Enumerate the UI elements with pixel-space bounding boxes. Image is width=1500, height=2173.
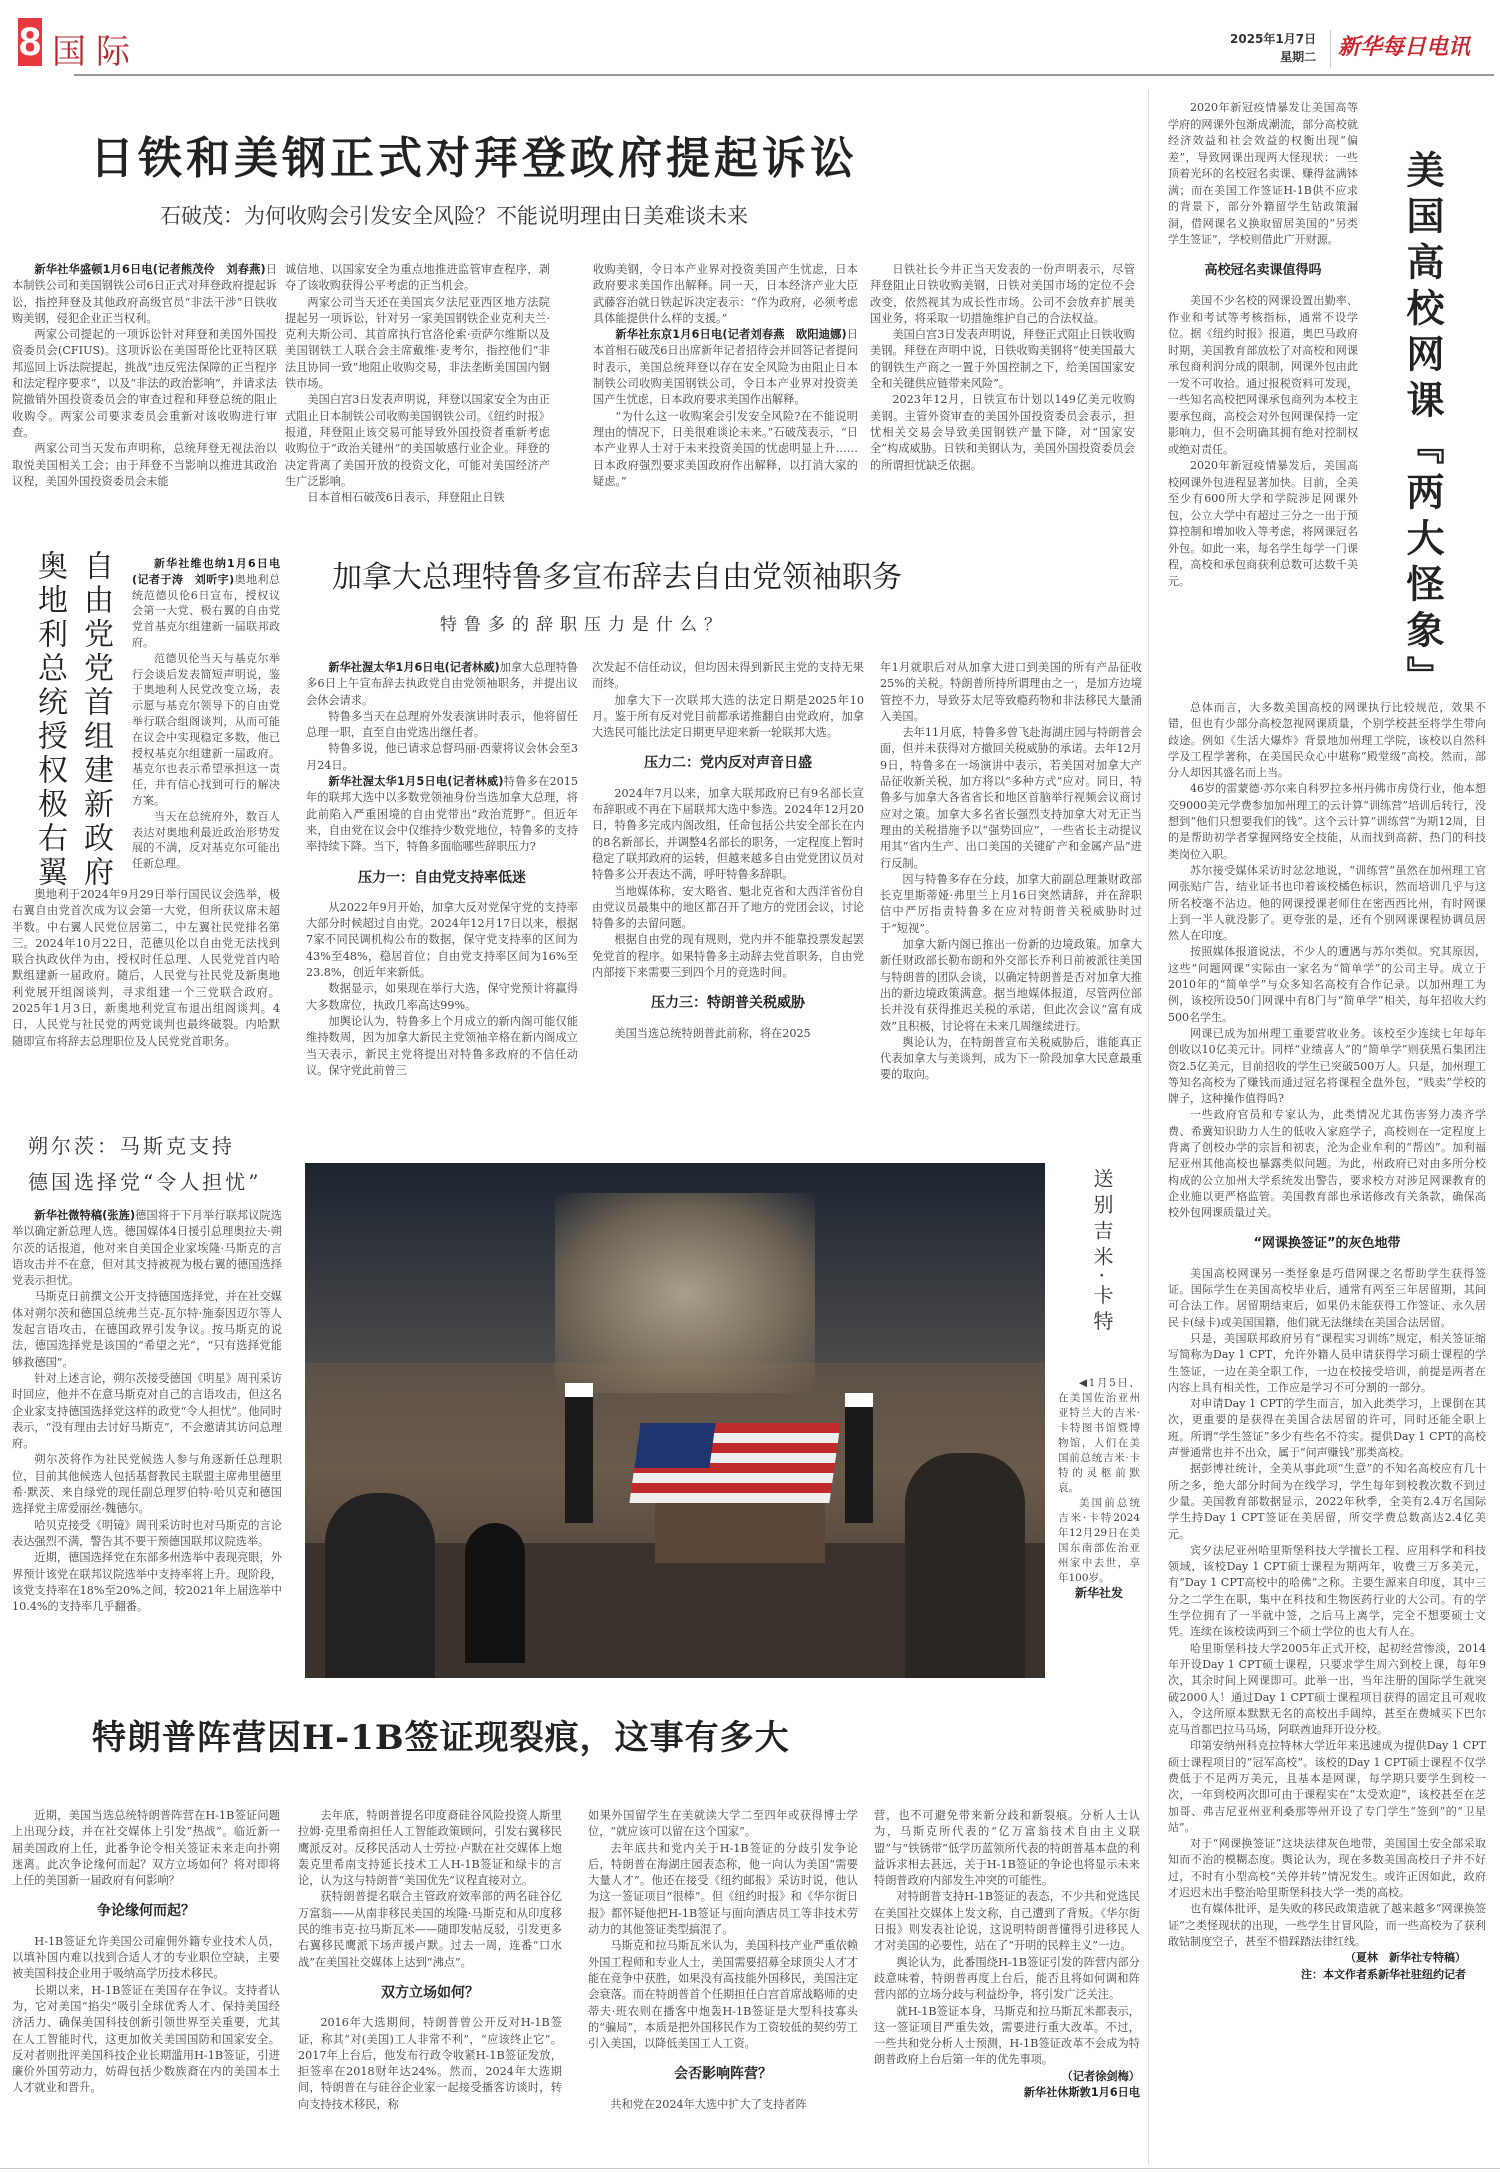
paragraph: 根据自由党的现有规则，党内并不能靠投票发起罢免党首的程序。如果特鲁多主动辞去党首职务，自由党内部接下来需要三到四个月的竞选时间。 — [592, 933, 864, 980]
paragraph: 印第安纳州科克拉特林大学近年来迅速成为提供Day 1 CPT硕士课程项目的“冠军高校”。该校的Day 1 CPT硕士课程不仅学费低于不足两万美元，且基本是网课，每学期只要学生到校一次，一年到校两次即可由于课程实在“太受欢迎”，该校甚至在芝加哥、弗吉尼亚州亚利桑那等州开设了专门学生“签到”的“卫星站”。 — [1168, 1739, 1486, 1834]
paragraph: H-1B签证允许美国公司雇佣外籍专业技术人员，以填补国内难以找到合适人才的专业职位空缺，主要被美国科技企业用于吸纳高学历技术移民。 — [12, 1934, 280, 1981]
paragraph: 对特朗普支持H-1B签证的表态，不少共和党选民在美国社交媒体上发文称，自己遭到了背叛。《华尔街日报》则发表社论说，这说明特朗普懂得引进移民人才对美国的必要性，站在了“开明的民粹主义”一边。 — [874, 1890, 1140, 1953]
paragraph: 奥地利于2024年9月29日举行国民议会选举，极右翼自由党首次成为议会第一大党，但所获议席未超半数。中右翼人民党位居第二，中左翼社民党排名第三。2024年10月22日，范德贝伦以自由党无法找到联合执政伙伴为由，授权时任总理、人民党党首内哈默组建新一届政府。随后，人民党与社民党及新奥地利党展开组阁谈判，寻求组建一个三党联合政府。2025年1月3日，新奥地利党宣布退出组阁谈判。4日，人民党与社民党的两党谈判也最终破裂。内哈默随即宣布将辞去总理职位及人民党党首职务。 — [12, 888, 280, 1048]
article2-side-column — [132, 556, 280, 872]
subheading: 争论缘何而起？ — [97, 1903, 195, 1920]
article6-col3 — [588, 1808, 858, 2113]
paragraph: 苏尔接受媒体采访时忿忿地说，“训练营”虽然在加州理工官网张贴广告，结业证书也印着该校橘色标识，然而培训几乎与这所名校毫不沾边。他的网课授课老师住在密西西比州，有时网课上到一半人就没影了。更夸张的是，还有个别网课课程协调员居然人在印度。 — [1168, 863, 1486, 943]
byline: （夏林 新华社专特稿） — [1345, 1951, 1466, 1965]
article6-col4 — [874, 1808, 1140, 2101]
paragraph: 2020年新冠疫情暴发让美国高等学府的网课外包渐成潮流，部分高校就经济效益和社会效益的权衡出现“偏差”，导致网课出现两大怪现状：一些顶着光环的名校冠名卖课、赚得盆满钵满；而在美国工作签证H-1B供不应求的背景下，部分外籍留学生钻政策漏洞，借网课名义换取留居美国的“另类学生签证”，学校则借此广开财源。 — [1168, 101, 1358, 246]
paragraph: 次发起不信任动议，但均因未得到新民主党的支持无果而终。 — [592, 661, 864, 691]
article1-subtitle: 石破茂：为何收购会引发安全风险？不能说明理由日美难谈未来 — [160, 204, 748, 228]
paragraph: 新华社微特稿(张旌)德国将于下月举行联邦议院选举以确定新总理人选。德国媒体4日援引总理奥拉夫·朔尔茨的话报道，他对来自美国企业家埃隆·马斯克的言语攻击并不在意，但对其支持被视为极右翼的德国选择党表示担忧。 — [12, 1209, 282, 1288]
article1-col3 — [593, 262, 858, 490]
paragraph: 长期以来，H-1B签证在美国存在争议。支持者认为，它对美国“掐尖”吸引全球优秀人才、保持美国经济活力、确保美国科技创新引领世界至关重要，尤其在人工智能时代，这更加攸关美国国防和国家安全。反对者则批评美国科技企业长期滥用H-1B签证，引进廉价外国劳动力，妨碍包括少数族裔在内的美国本土人才就业和晋升。 — [12, 1983, 280, 2095]
paragraph: 就H-1B签证本身，马斯克和拉马斯瓦米都表示，这一签证项目严重失效，需要进行重大改革。不过，一些共和党分析人士预测，H-1B签证改革不会成为特朗普政府上台后第一年的优先事项。 — [874, 2004, 1140, 2067]
photo-title: 送别吉米·卡特 — [1090, 1168, 1114, 1337]
paragraph: 美国不少名校的网课设置出勤率、作业和考试等考核指标，通常不设学位。据《纽约时报》报道，奥巴马政府时期，美国教育部放松了对高校和网课承包商利润分成的限制，网课外包由此一发不可收拾。通过报税资料可发现，一些知名高校把网课承包商列为本校主要承包商，高校会对外包网课保持一定影响力，但不会明确其拥有绝对控制权或绝对责任。 — [1168, 294, 1358, 456]
paragraph: 新华社渥太华1月6日电(记者林威)加拿大总理特鲁多6日上午宣布辞去执政党自由党领袖职务，并提出议会休会请求。 — [306, 661, 578, 707]
photo-caption — [1058, 1376, 1140, 1601]
paragraph: 一些政府官员和专家认为，此类情况尤其伤害努力凑齐学费、希冀知识助力人生的低收入家庭学子，高校则在一定程度上背离了创校办学的宗旨和初衷，沦为企业牟利的“帮凶”。加利福尼亚州其他高校也暴露类似问题。为此，州政府已对由多所分校构成的公立加州大学系统发出警告，要求校方对涉足网课教育的企业施以更严格监管。美国教育部也承诺修改有关条款，确保高校外包网课质量过关。 — [1168, 1108, 1486, 1220]
paragraph: 因与特鲁多存在分歧，加拿大前副总理兼财政部长克里斯蒂娅·弗里兰上月16日突然请辞，并在辞职信中严厉指责特鲁多在应对特朗普关税威胁时过于“短视”。 — [880, 872, 1142, 935]
honor-guard-sailor — [465, 1523, 525, 1663]
paragraph: 对于“网课换签证”这块法律灰色地带，美国国土安全部采取知而不治的模糊态度。舆论认为，现在多数美国高校日子并不好过，不时有小型高校“关停并转”情况发生。或许正因如此，政府才迟迟未出手整治哈里斯堡科技大学一类的高校。 — [1168, 1837, 1486, 1900]
subheading: 双方立场如何？ — [381, 1984, 479, 2001]
paragraph: 2020年新冠疫情暴发后，美国高校网课外包进程显著加快。目前，全美至少有600所大学和学院涉足网课外包，公立大学中有超过三分之一出于预算控制和增加收入等考虑，将网课冠名外包。如此一来，每名学生每学一门课程，高校和承包商获利总数可达数千美元。 — [1168, 459, 1358, 588]
paragraph: 去年11月底，特鲁多曾飞赴海湖庄园与特朗普会面，但并未获得对方撤回关税威胁的承诺。去年12月9日，特鲁多在一场演讲中表示，若美国对加拿大产品征收新关税，加方将以“多种方式”应对。同日，特鲁多与加拿大各省省长和地区首脑举行视频会议商讨应对之策。加拿大多名省长强烈支持加拿大对无正当理由的关税措施予以“强势回应”，一些省长主动提议用其“省内生产、出口美国的关键矿产和金属产品”进行反制。 — [880, 726, 1142, 870]
paragraph: 美国白宫3日发表声明说，拜登以国家安全为由正式阻止日本制铁公司收购美国钢铁公司。《纽约时报》报道，拜登阻止该交易可能导致外国投资者重新考虑收购位于“政治关键州”的美国敏感行业企业。拜登的决定背离了美国开放的投资文化，可能对美国经济产生广泛影响。 — [285, 393, 550, 488]
paragraph: 新华社华盛顿1月6日电(记者熊茂伶 刘春燕)日本制铁公司和美国钢铁公司6日正式对拜登政府提起诉讼，指控拜登及其他政府高级官员“非法干涉”日铁收购美钢，侵犯企业正当权利。 — [12, 263, 277, 325]
paragraph: 共和党在2024年大选中扩大了支持者阵 — [610, 2097, 807, 2111]
paragraph: 新华社渥太华1月5日电(记者林威)特鲁多在2015年的联邦大选中以多数党领袖身份当选加拿大总理，将此前陷入严重困境的自由党带出“政治荒野”。但近年来，自由党在议会中仅维持少数党地位，特鲁多的支持率持续下降。当下，特鲁多面临哪些辞职压力? — [306, 775, 578, 854]
paragraph: 针对上述言论，朔尔茨接受德国《明星》周刊采访时回应，他并不在意马斯克对自己的言语攻击，但这名企业家支持德国选择党这样的政党“令人担忧”。他同时表示，“没有理由去讨好马斯克”，不会邀请其访问总理府。 — [12, 1371, 282, 1451]
paragraph: 收购美钢，令日本产业界对投资美国产生忧虑，日本政府要求美国作出解释。同一天，日本经济产业大臣武藤容治就日铁起诉决定表示：“作为政府，必须考虑具体能提供什么样的支援。” — [593, 263, 858, 325]
paragraph: 当天在总统府外，数百人表达对奥地利最近政治形势发展的不满，反对基克尔可能出任新总理。 — [132, 809, 280, 871]
flag-draped-casket — [629, 1423, 840, 1503]
paragraph: 日铁社长今井正当天发表的一份声明表示，尽管拜登阻止日铁收购美钢，日铁对美国市场的定位不会改变，依然视其为成长性市场。公司不会放弃扩展美国业务，将采取一切措施维护自己的合法权益。 — [870, 263, 1135, 325]
article1-title: 日铁和美钢正式对拜登政府提起诉讼 — [90, 133, 858, 184]
date-text: 2025年1月7日 — [1230, 32, 1317, 46]
article5-title: 美国高校网课『两大怪象』 — [1400, 150, 1445, 702]
article3-title: 加拿大总理特鲁多宣布辞去自由党领袖职务 — [332, 560, 902, 595]
paragraph: 数据显示，如果现在举行大选，保守党预计将赢得大多数席位，执政几率高达99%。 — [306, 982, 578, 1012]
issue-date — [1230, 30, 1316, 66]
paragraph: 2023年12月，日铁宣布计划以149亿美元收购美钢。主管外资审查的美国外国投资委员会表示，担忧相关交易会导致美国钢铁产量下降，对“国家安全”构成威胁。日铁和美钢认为，美国外国投资委员会的所谓担忧缺乏依据。 — [870, 393, 1135, 472]
article6-col1 — [12, 1808, 280, 2097]
paragraph: 近期，德国选择党在东部多州选举中表现亮眼，外界预计该党在联邦议院选举中支持率将上升。现阶段，该党支持率在18%至20%之间，较2021年上届选举中10.4%的支持率几乎翻番。 — [12, 1551, 282, 1614]
author-note: 注：本文作者系新华社驻纽约记者 — [1301, 1967, 1466, 1981]
paragraph: 加舆论认为，特鲁多上个月成立的新内阁可能仅能维持数周，因为加拿大新民主党领袖辛格在新内阁成立当天表示，新民主党将提出对特鲁多政府的不信任动议。保守党此前曾三 — [306, 1014, 578, 1077]
article4-title: 朔尔茨：马斯克支持 德国选择党“令人担忧” — [28, 1134, 262, 1194]
paragraph: 营，也不可避免带来新分歧和新裂痕。分析人士认为，马斯克所代表的“亿万富翁技术自由主义联盟”与“铁锈带”低学历蓝领所代表的特朗普基本盘的利益诉求相去甚远，关于H-1B签证的争论也将显示未来特朗普政府内部发生冲突的可能性。 — [874, 1809, 1140, 1888]
photo-credit: 新华社发 — [1074, 1586, 1123, 1600]
paragraph: 总体而言，大多数美国高校的网课执行比较规范，效果不错，但也有少部分高校忽视网课质量，个别学校甚至将学生带向歧途。例如《生活大爆炸》背景地加州理工学院，该校以自然科学及工程学著称，在美国民众心中堪称“殿堂级”高校。然而，部分人却因其盛名而上当。 — [1168, 701, 1486, 780]
article2-title-line2: 自由党党首组建新政府 — [78, 550, 113, 890]
paragraph: 两家公司当天还在美国宾夕法尼亚西区地方法院提起另一项诉讼，针对另一家美国钢铁企业克利夫兰·克利夫斯公司、其首席执行官洛伦索·贡萨尔维斯以及美国钢铁工人联合会主席戴维·麦考尔，指控他们“非法且协同一致”地阻止收购交易，非法垄断美国国内钢铁市场。 — [285, 295, 550, 391]
paragraph: 当地媒体称，安大略省、魁北克省和大西洋省份自由党议员最集中的地区都召开了地方的党团会议，讨论特鲁多的去留问题。 — [592, 884, 864, 931]
paragraph: 马斯克日前撰文公开支持德国选择党，并在社交媒体对朔尔茨和德国总统弗兰克-瓦尔特·施泰因迈尔等人发起言语攻击，在德国政界引发争议。按马斯克的说法，德国选择党是该国的“希望之光”，“只有选择党能够救德国”。 — [12, 1290, 282, 1369]
article3-col3 — [880, 660, 1142, 1084]
paragraph: 如果外国留学生在美就读大学二至四年或获得博士学位，“就应该可以留在这个国家”。 — [588, 1809, 858, 1839]
paragraph: 范德贝伦当天与基克尔举行会谈后发表简短声明说，鉴于奥地利人民党改变立场，表示愿与基克尔领导下的自由党举行联合组阁谈判，从而可能在议会中实现稳定多数，他已授权基克尔组建新一届政府。基克尔也表示希望承担这一责任，并有信心找到可行的解决方案。 — [132, 651, 280, 807]
article5-body — [1168, 700, 1486, 1983]
paragraph: 舆论认为，在特朗普宣布关税威胁后，谁能真正代表加拿大与美谈判，成为下一阶段加拿大民意最重要的取向。 — [880, 1035, 1142, 1082]
paragraph: 去年底，特朗普提名印度裔硅谷风险投资人斯里拉姆·克里希南担任人工智能政策顾问，引发右翼移民鹰派反对。反移民活动人士劳拉·卢默在社交媒体上炮轰克里希南支持延长技术工人H-1B签证和绿卡的言论，认为这与特朗普“美国优先”议程直接对立。 — [298, 1809, 562, 1888]
casket-stand — [655, 1503, 825, 1563]
paragraph: 2024年7月以来，加拿大联邦政府已有9名部长宣布辞职或不再在下届联邦大选中参选。2024年12月20日，特鲁多完成内阁改组，任命包括公共安全部长在内的8名新部长，并调整4名部长的职务，一定程度上暂时稳定了联邦政府的运转，但越来越多自由党党团议员对特鲁多公开表达不满，呼吁特鲁多辞职。 — [592, 786, 864, 882]
paragraph: 去年底共和党内关于H-1B签证的分歧引发争论后，特朗普在海湖庄园表态称，他一向认为美国“需要大量人才”。他还在接受《纽约邮报》采访时说，他认为这一签证项目“很棒”。但《纽约时报》和《华尔街日报》都怀疑他把H-1B签证与面向酒店员工等非技术劳动力的其他签证类型搞混了。 — [588, 1841, 858, 1937]
honor-guard — [845, 1393, 873, 1523]
paragraph: 从2022年9月开始，加拿大反对党保守党的支持率大部分时候超过自由党。2024年12月17日以来，根据7家不同民调机构公布的数据，保守党支持率的区间为43%至48%，稳居首位；自由党支持率区间为16%至23.8%，创近年来新低。 — [306, 900, 578, 980]
article3-col2 — [592, 660, 864, 1042]
subheading: “网课换签证”的灰色地带 — [1253, 1235, 1401, 1251]
weekday-text: 星期二 — [1280, 50, 1317, 64]
paragraph: 加拿大新内阁已推出一份新的边境政策。加拿大新任财政部长勒布朗和外交部长乔利日前被派往美国与特朗普的团队会谈，以确定特朗普是否对加拿大推出的新边境政策满意。据当地媒体报道，尽管两位部长并没有获得推迟关税的承诺，但此次会议“富有成效”且积极，讨论将在未来几周继续进行。 — [880, 938, 1142, 1033]
article2-title-line1: 奥地利总统授权极右翼 — [32, 550, 67, 890]
carter-funeral-photo — [305, 1163, 1045, 1678]
flag-canton — [634, 1423, 715, 1468]
paragraph: 按照媒体报道说法，不少人的遭遇与苏尔类似。究其原因，这些“问题网课”实际由一家名为“简单学”的公司主导。成立于2010年的“简单学”与众多知名高校有合作记录。以加州理工为例，该校所设50门网课中有8门与“简单学”相关，每年招收大约500名学生。 — [1168, 945, 1486, 1024]
column-divider — [1148, 90, 1149, 2165]
paragraph: 诚信地、以国家安全为重点地推进监管审查程序，剥夺了该收购获得公平考虑的正当机会。 — [285, 263, 550, 293]
paragraph: 马斯克和拉马斯瓦米认为，美国科技产业严重依赖外国工程师和专业人士，美国需要招募全球顶尖人才才能在竞争中获胜，如果没有高技能外国移民，美国注定会衰落。而在特朗普首个任期担任白宫首席战略师的史蒂夫·班农则在播客中炮轰H-1B签证是大型科技寡头的“骗局”，本质是把外国移民作为工资较低的契约劳工引入美国，以降低美国工人工资。 — [588, 1939, 858, 2051]
article3-col1 — [306, 660, 578, 1079]
subheading: 压力一：自由党支持率低迷 — [358, 869, 526, 886]
paragraph: 网课已成为加州理工重要营收业务。该校至少连续七年每年创收以10亿美元计。同样“业绩喜人”的“简单学”则获黑石集团注资2.5亿美元，目前招收的学生已突破500万人。只是，加州理工等知名高校为了赚钱而通过冠名将课程全盘外包，“贱卖”学校的牌子，这种操作值得吗? — [1168, 1026, 1486, 1106]
paragraph: 据彭博社统计，全美从事此项“生意”的不知名高校应有几十所之多，绝大部分时间为在线学习，学生每年到校教次数不到过少量。美国教育部数据显示，2022年秋季，全美有2.4万名国际学生持Day 1 CPT签证在美居留，所交学费总数高达2.4亿美元。 — [1168, 1462, 1486, 1541]
page-bottom-rule — [0, 2168, 1500, 2169]
dateline: 新华社休斯敦1月6日电 — [1023, 2086, 1140, 2100]
article2-bottom — [12, 887, 280, 1050]
paragraph: 舆论认为，此番围绕H-1B签证引发的阵营内部分歧意味着，特朗普再度上台后，能否且将如何调和阵营内部的立场分歧与利益纷争，将引发广泛关注。 — [874, 1955, 1140, 2002]
paragraph: 特鲁多说，他已请求总督玛丽·西蒙将议会休会至3月24日。 — [306, 742, 578, 772]
mourner-silhouette — [905, 1453, 1025, 1678]
subheading: 压力三：特朗普关税威胁 — [651, 995, 805, 1012]
article5-intro-column — [1168, 100, 1358, 590]
header-rule — [74, 74, 1494, 76]
paragraph: 2016年大选期间，特朗普曾公开反对H-1B签证，称其“对(美国)工人非常不利”，“应该终止它”。2017年上台后，他发布行政令收紧H-1B签证发放，拒签率在2018财年达24%。然而，2024年大选期间，特朗普在与硅谷企业家一起接受播客访谈时，转向支持技术移民，称 — [298, 2016, 562, 2111]
paragraph: 近期，美国当选总统特朗普阵营在H-1B签证问题上出现分歧，并在社交媒体上引发“热战”。临近新一届美国政府上任，此番争论令相关签证未来走向扑朔迷离。此次争论缘何而起？双方立场如何？将对即将上任的美国新一届政府有何影响？ — [12, 1809, 280, 1888]
paragraph: 美国当选总统特朗普此前称，将在2025 — [614, 1026, 811, 1040]
article6-title: 特朗普阵营因H-1B签证现裂痕，这事有多大 — [92, 1718, 790, 1758]
section-title: 国际 — [52, 32, 140, 72]
paragraph: 朔尔茨将作为社民党候选人参与角逐新任总理职位，目前其他候选人包括基督教民主联盟主席弗里德里希·默茨、来自绿党的现任副总理罗伯特·哈贝克和德国选择党主席爱丽丝·魏德尔。 — [12, 1453, 282, 1516]
newspaper-brand: 新华每日电讯 — [1338, 34, 1471, 60]
paragraph: 加拿大下一次联邦大选的法定日期是2025年10月。鉴于所有反对党目前都承诺推翻自由党政府，加拿大选民可能比法定日期更早迎来新一轮联邦大选。 — [592, 693, 864, 740]
paragraph: 哈贝克接受《明镜》周刊采访时也对马斯克的言论表达强烈不满，警告其不要干预德国联邦议院选举。 — [12, 1518, 282, 1548]
article1-col1 — [12, 262, 277, 490]
paragraph: 美国白宫3日发表声明说，拜登正式阻止日铁收购美钢。拜登在声明中说，日铁收购美钢将“使美国最大的钢铁生产商之一置于外国控制之下，给美国国家安全和关键供应链带来风险”。 — [870, 328, 1135, 391]
mourner-silhouette — [325, 1493, 435, 1678]
article4-body — [12, 1208, 282, 1615]
paragraph: 两家公司提起的一项诉讼针对拜登和美国外国投资委员会(CFIUS)。这项诉讼在美国哥伦比亚特区联邦巡回上诉法院提起，挑战“违反宪法保障的正当程序和法定程序要求”，以及“非法的政治影响”，并请求法院撤销外国投资委员会的审查过程和拜登总统的阻止收购令。两家公司要求委员会重新对该收购进行审查。 — [12, 328, 277, 439]
byline: （记者徐剑梅） — [1061, 2069, 1140, 2083]
article1-col4 — [870, 262, 1135, 474]
subheading: 高校冠名卖课值得吗 — [1204, 262, 1322, 278]
paragraph: 只是，美国联邦政府另有“课程实习训练”规定，相关签证缩写简称为Day 1 CPT，允许外籍人员申请获得学习硕士课程的学生签证，一边在美全职工作，一边在校接受培训，前提是两者在内容上具有相关性，工作应是学习不可分割的一部分。 — [1168, 1331, 1486, 1394]
paragraph: 宾夕法尼亚州哈里斯堡科技大学擅长工程、应用科学和科技领域，该校Day 1 CPT硕士课程为期两年，收费三万多美元，有“Day 1 CPT高校中的哈佛”之称。主要生源来自印度，其中三分之二学生在职，集中在科技和生物医药行业的大公司。有的学生学位拥有了一半就中签，之后马上离学，完全不想要硕士文凭。连续在该校读两到三个硕士学位的也大有人在。 — [1168, 1543, 1486, 1639]
paragraph: 年1月就职后对从加拿大进口到美国的所有产品征收25%的关税。特朗普所持所谓理由之一，是加方边境管控不力，导致芬太尼等致瘾药物和非法移民大量涌入美国。 — [880, 661, 1142, 723]
subheading: 会否影响阵营？ — [674, 2066, 772, 2083]
subheading: 压力二：党内反对声音日盛 — [644, 755, 812, 772]
paragraph: 特鲁多当天在总理府外发表演讲时表示，他将留任总理一职，直至自由党选出继任者。 — [306, 709, 578, 740]
paragraph: 新华社维也纳1月6日电(记者于涛 刘昕宇)奥地利总统范德贝伦6日宣布，授权议会第一大党、极右翼的自由党党首基克尔组建新一届联邦政府。 — [132, 557, 280, 649]
header-separator — [1330, 30, 1331, 68]
paragraph: 美国高校网课另一类怪象是巧借网课之名帮助学生获得签证。国际学生在美国高校毕业后，通常有两至三年居留期，其间可合法工作。居留期结束后，如果仍未能获得工作签证、永久居民卡(绿卡)或美国国籍，他们就无法继续在美国合法居留。 — [1168, 1266, 1486, 1329]
caption-text: ◀1月5日，在美国佐治亚州亚特兰大的吉米·卡特图书馆暨博物馆，人们在美国前总统吉米·卡特的灵柩前默哀。 — [1058, 1377, 1140, 1494]
article3-subtitle: 特鲁多的辞职压力是什么？ — [440, 615, 728, 635]
article6-col2 — [298, 1808, 562, 2113]
paragraph: 两家公司当天发布声明称，总统拜登无视法治以取悦美国相关工会；由于拜登不当影响以推进其政治议程，美国外国投资委员会未能 — [12, 442, 277, 488]
photo-window-light — [555, 1193, 815, 1393]
paragraph: 哈里斯堡科技大学2005年正式开校，起初经营惨淡，2014年开设Day 1 CPT硕士课程，只要求学生周六到校上课，每年9次，其余时间上网课即可。此举一出，当年注册的国际学生就突破2000人！通过Day 1 CPT硕士课程项目获得的固定且可观收入，令这所原本默默无名的高校出手阔绰，甚至在费城买下巴尔克马首都巴拉马马场，阿联酋迪拜开设分校。 — [1168, 1641, 1486, 1737]
paragraph: 46岁的雷蒙德·苏尔来自科罗拉多州丹佛市房贷行业，他本想交9000美元学费参加加州理工的云计算“训练营”培训后转行，没想到“他们只想要我们的钱”。这个云计算“训练营”为期12周，目的是帮助初学者掌握网络安全技能，从而找到高薪、热门的科技类岗位入职。 — [1168, 782, 1486, 861]
page-number: 8 — [18, 20, 42, 64]
paragraph: 日本首相石破茂6日表示，拜登阻止日铁 — [307, 491, 505, 505]
paragraph: 对申请Day 1 CPT的学生而言，加入此类学习，上课倒在其次，更重要的是获得在美国合法居留的许可，同时还能全职上班。所谓“学生签证”多少有些名不符实。提供Day 1 CPT的高校声誉通常也并不出众，属于“问声赚钱”那类高校。 — [1168, 1397, 1486, 1460]
honor-guard — [565, 1383, 593, 1523]
caption-text: 美国前总统吉米·卡特2024年12月29日在美国东南部佐治亚州家中去世，享年100岁。 — [1058, 1497, 1140, 1584]
paragraph: “为什么这一收购案会引发安全风险?在不能说明理由的情况下，日美很难谈论未来。”石破茂表示，“日本产业界人士对于未来投资美国的忧虑明显上升……日本政府强烈要求美国政府作出解释，以打消大家的疑虑。” — [593, 409, 858, 488]
paragraph: 也有媒体批评，是失败的移民政策造就了越来越多“网课换签证”之类怪现状的出现，一些学生甘冒风险，而一些高校为了获利敢钻制度空子，甚至不惜踩踏法律红线。 — [1168, 1902, 1486, 1948]
paragraph: 新华社东京1月6日电(记者刘春燕 欧阳迪娜)日本首相石破茂6日出席新年记者招待会并回答记者提问时表示，美国总统拜登以存在安全风险为由阻止日本制铁公司收购美国钢铁公司，令日本产业界对投资美国产生忧虑，日本政府要求美国作出解释。 — [593, 328, 858, 407]
paragraph: 获特朗普提名联合主管政府效率部的两名硅谷亿万富翁——从南非移民美国的埃隆·马斯克和从印度移民的维韦克·拉马斯瓦米——随即发帖反驳，引发更多右翼移民鹰派下场声援卢默。过去一周，连番“口水战”在美国社交媒体上达到“沸点”。 — [298, 1890, 562, 1969]
article1-col2 — [285, 262, 550, 506]
